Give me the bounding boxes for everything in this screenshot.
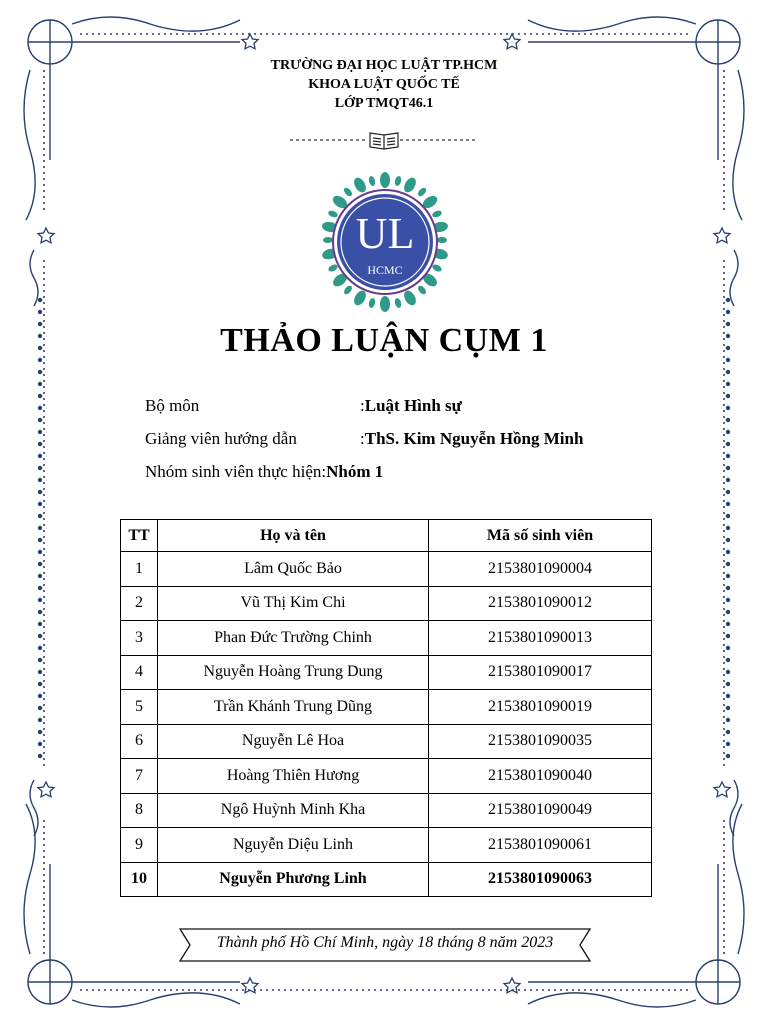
info-label: Bộ môn: [145, 396, 200, 415]
table-row: 2 Vũ Thị Kim Chi 2153801090012: [121, 586, 652, 621]
open-book-icon: [370, 133, 398, 149]
school-header: [0, 56, 768, 113]
info-row-instructor: Giảng viên hướng dẫn :ThS. Kim Nguyễn Hồng Minh: [145, 429, 584, 448]
star-icon: [38, 782, 54, 797]
university-logo: [310, 172, 460, 312]
table-header-row: [121, 520, 652, 552]
table-row: 3 Phan Đức Trường Chinh 2153801090013: [121, 621, 652, 656]
star-icon: [714, 782, 730, 797]
star-icon: [504, 978, 520, 993]
page-title: THẢO LUẬN CỤM 1: [220, 322, 548, 359]
table-row: 6 Nguyễn Lê Hoa 2153801090035: [121, 724, 652, 759]
logo-monogram: UL: [355, 209, 415, 258]
info-label: Giảng viên hướng dẫn: [145, 429, 297, 448]
info-value: Nhóm 1: [326, 462, 384, 481]
university-name: TRƯỜNG ĐẠI HỌC LUẬT TP.HCM: [270, 58, 498, 73]
info-value: ThS. Kim Nguyễn Hồng Minh: [364, 429, 584, 448]
header-name: Họ và tên: [158, 520, 429, 552]
table-row: 10 Nguyễn Phương Linh 2153801090063: [121, 862, 652, 897]
table-row: 9 Nguyễn Diệu Linh 2153801090061: [121, 828, 652, 863]
star-icon: [714, 228, 730, 243]
star-icon: [38, 228, 54, 243]
table-row: 4 Nguyễn Hoàng Trung Dung 2153801090017: [121, 655, 652, 690]
table-row: 1 Lâm Quốc Bảo 2153801090004: [121, 552, 652, 587]
header-tt: TT: [121, 520, 158, 552]
logo-text: HCMC: [367, 263, 403, 277]
star-icon: [242, 34, 258, 49]
class-name: LỚP TMQT46.1: [334, 96, 434, 111]
table-row: 5 Trần Khánh Trung Dũng 2153801090019: [121, 690, 652, 725]
members-table: [120, 519, 652, 897]
faculty-name: KHOA LUẬT QUỐC TẾ: [308, 77, 460, 92]
star-icon: [504, 34, 520, 49]
info-row-group: Nhóm sinh viên thực hiện:Nhóm 1: [145, 462, 384, 481]
info-label: Nhóm sinh viên thực hiện: [145, 462, 322, 481]
info-value: Luật Hình sự: [364, 396, 462, 415]
info-row-subject: Bộ môn :Luật Hình sự: [145, 396, 462, 415]
book-divider: [290, 128, 478, 152]
table-row: 8 Ngô Huỳnh Minh Kha 2153801090049: [121, 793, 652, 828]
header-student-id: Mã số sinh viên: [429, 520, 652, 552]
footer-date-location: Thành phố Hồ Chí Minh, ngày 18 tháng 8 năm 2023: [216, 934, 554, 951]
table-row: 7 Hoàng Thiên Hương 2153801090040: [121, 759, 652, 794]
star-icon: [242, 978, 258, 993]
